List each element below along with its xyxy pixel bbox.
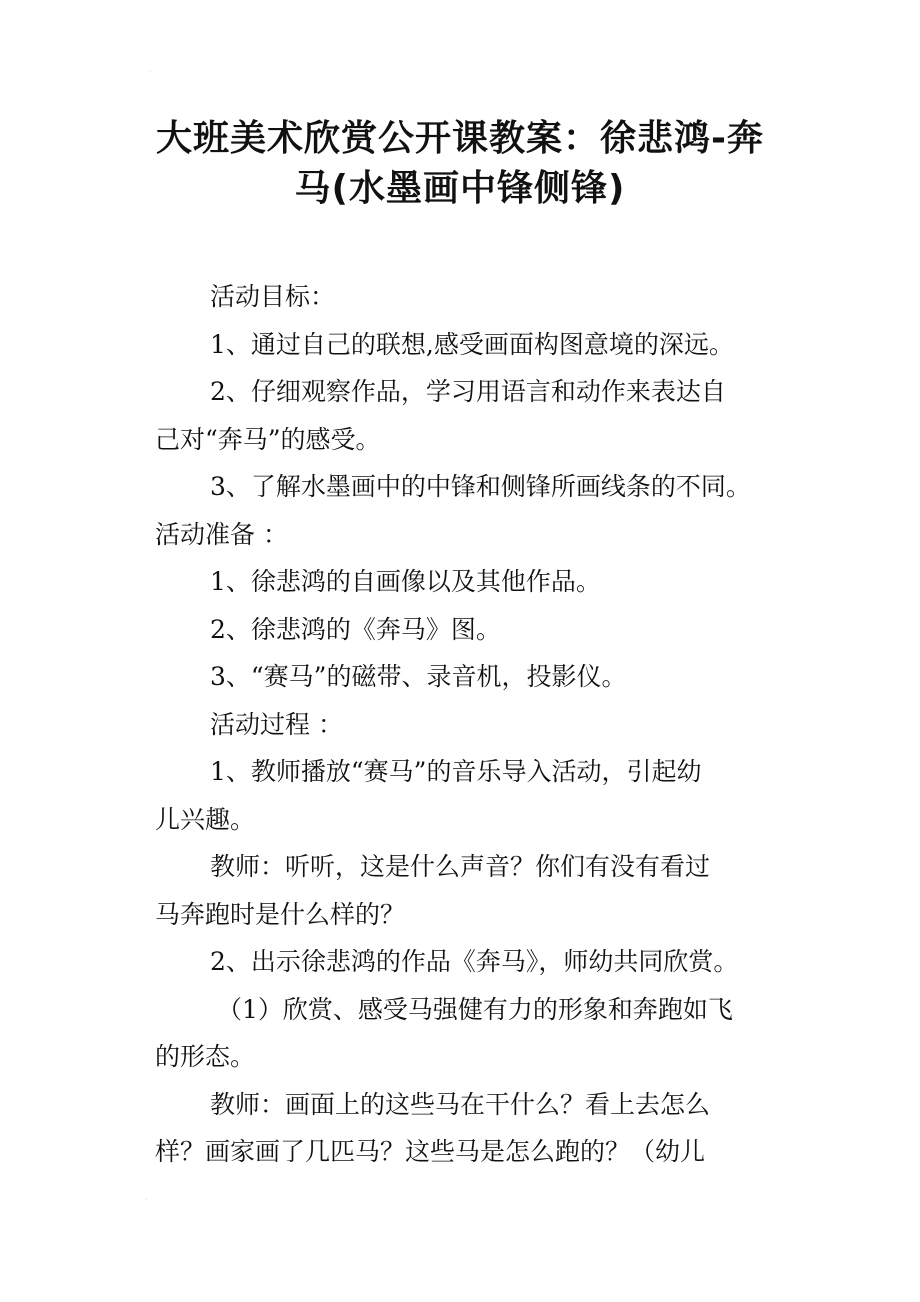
paragraph-line: 己对“奔马”的感受。	[155, 424, 381, 454]
document-body	[155, 273, 770, 1176]
paragraph-line: 1、教师播放“赛马”的音乐导入活动，引起幼	[210, 757, 702, 786]
title-line-2: 马(水墨画中锋侧锋)	[294, 168, 626, 209]
paragraph-line: 的形态。	[155, 1042, 256, 1071]
section-heading-process: 活动过程 ：	[210, 709, 343, 739]
paragraph-line: （1）欣赏、感受马强健有力的形象和奔跑如飞	[217, 994, 733, 1024]
paragraph-line: 1、徐悲鸿的自画像以及其他作品。	[210, 567, 601, 596]
paragraph-line: 教师：听听，这是什么声音？你们有没有看过	[210, 852, 711, 881]
corner-mark-top: ·	[149, 67, 152, 77]
paragraph-line: 3、“赛马”的磁带、录音机，投影仪。	[210, 662, 627, 691]
paragraph-line: 样？画家画了几匹马？这些马是怎么跑的？（幼儿	[155, 1137, 706, 1166]
paragraph-line: 儿兴趣。	[155, 804, 256, 834]
paragraph-line: 马奔跑时是什么样的？	[155, 899, 406, 929]
corner-mark-bottom: ·	[145, 1195, 148, 1205]
title-line-1: 大班美术欣赏公开课教案：徐悲鸿-奔	[156, 118, 764, 159]
section-heading-goals: 活动目标：	[210, 282, 336, 311]
section-heading-preparation: 活动准备 ：	[155, 519, 288, 549]
paragraph-line: 3、了解水墨画中的中锋和侧锋所画线条的不同。	[210, 472, 751, 501]
paragraph-line: 教师：画面上的这些马在干什么？看上去怎么	[210, 1089, 711, 1119]
paragraph-line: 2、出示徐悲鸿的作品《奔马》，师幼共同欣赏。	[210, 947, 739, 976]
paragraph-line: 2、仔细观察作品，学习用语言和动作来表达自	[210, 377, 726, 406]
paragraph-line: 2、徐悲鸿的《奔马》图。	[210, 614, 501, 644]
paragraph-line: 1、通过自己的联想,感受画面构图意境的深远。	[210, 329, 734, 359]
document-title	[140, 114, 780, 214]
